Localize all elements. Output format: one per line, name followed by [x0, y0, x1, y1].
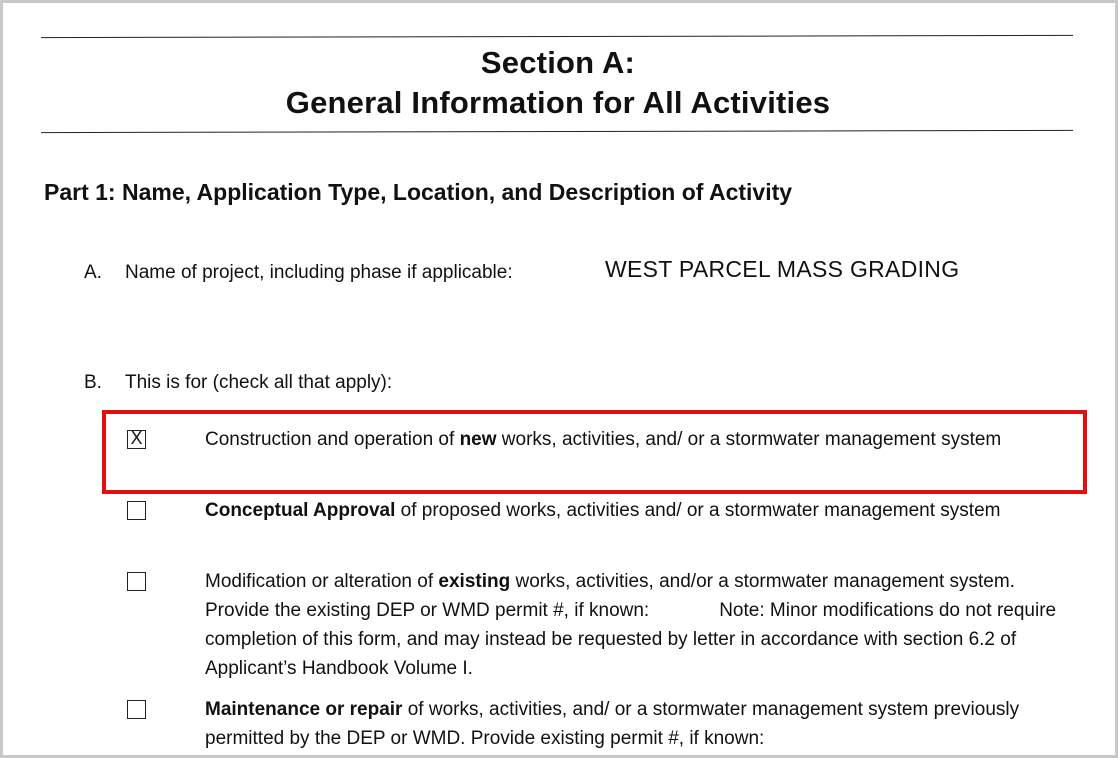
section-subtitle: General Information for All Activities: [285, 85, 831, 120]
option-text: of works, activities, and/ or a stormwater management system previously permitted by the DEP or WMD. Provide existing permit #, if known:: [205, 699, 1020, 749]
option-text: Construction and operation of: [205, 429, 460, 450]
project-name-value: WEST PARCEL MASS GRADING: [605, 256, 960, 282]
question-b-label: This is for (check all that apply):: [125, 372, 393, 393]
option-bold: existing: [438, 571, 511, 592]
question-a-letter: A.: [84, 262, 102, 283]
top-rule: [41, 35, 1073, 38]
option-maintenance-repair: [205, 695, 1065, 753]
question-a-label: Name of project, including phase if applicable:: [125, 262, 513, 283]
option-text: works, activities, and/or a stormwater management system. Provide the existing DEP or WMD permit #, if known:: [205, 571, 1015, 621]
highlight-box: [102, 410, 1087, 494]
part-heading: Part 1: Name, Application Type, Location, and Description of Activity: [44, 179, 793, 205]
option-note: Note: Minor modifications do not require completion of this form, and may instead be requested by letter in accordance with section 6.2 of Applicant’s Handbook Volume I.: [205, 600, 1057, 679]
option-bold: Maintenance or repair: [205, 699, 403, 720]
bottom-rule: [41, 130, 1073, 133]
modification-checkbox[interactable]: [127, 572, 146, 591]
new-works-checkbox[interactable]: X: [127, 430, 146, 449]
option-bold: new: [459, 429, 497, 450]
option-bold: Conceptual Approval: [205, 500, 396, 521]
option-text: of proposed works, activities and/ or a stormwater management system: [395, 500, 1001, 521]
option-conceptual-approval: [205, 496, 1065, 525]
conceptual-approval-checkbox[interactable]: [127, 501, 146, 520]
maintenance-repair-checkbox[interactable]: [127, 700, 146, 719]
section-title: Section A:: [480, 45, 636, 80]
option-text: Modification or alteration of: [205, 571, 439, 592]
question-b-letter: B.: [84, 372, 102, 393]
option-modification: [205, 567, 1065, 683]
option-text: works, activities, and/ or a stormwater management system: [496, 429, 1002, 450]
